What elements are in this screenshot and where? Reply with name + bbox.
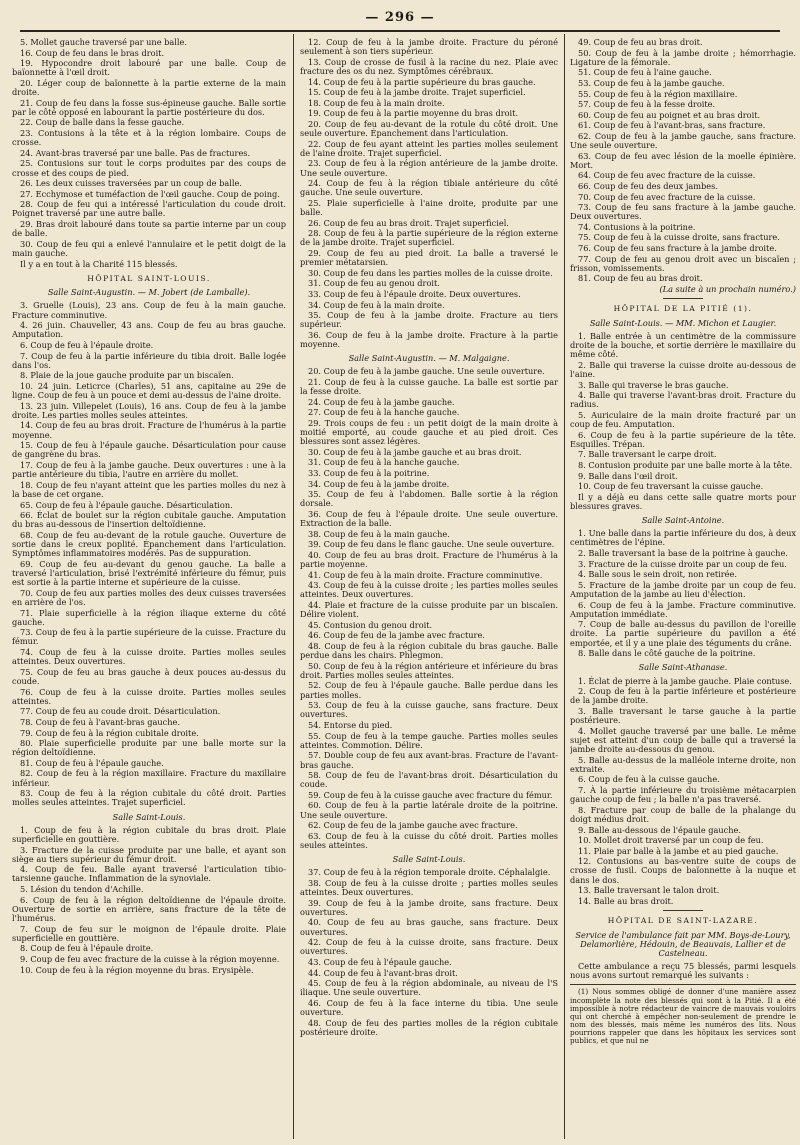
list-item: 35. Coup de feu à l'abdomen. Balle sortie à la région dorsale. <box>300 489 558 509</box>
list-item: 73. Coup de feu à la partie supérieure de la cuisse. Fracture du fémur. <box>12 627 286 647</box>
list-item: 3. Balle traversant le tarse gauche à la partie postérieure. <box>570 705 796 726</box>
list-item: 29. Coup de feu au pied droit. La balle a traversé le premier métatarsien. <box>300 248 558 268</box>
list-item: 9. Coup de feu avec fracture de la cuisse à la région moyenne. <box>20 953 280 964</box>
list-item: 5. Mollet gauche traversé par une balle. <box>20 38 187 47</box>
continuation-note: (La suite à un prochain numéro.) <box>659 283 796 294</box>
list-item: 41. Coup de feu à la main droite. Fracture comminutive. <box>308 569 543 580</box>
list-item: 24. Coup de feu à la jambe gauche. <box>308 396 455 407</box>
column-separator <box>564 34 565 1139</box>
list-item: 5. Fracture de la jambe droite par un coup de feu. Amputation de la jambe au lieu d'élection. <box>570 579 796 599</box>
list-item: 4. 26 juin. Chauveller, 43 ans. Coup de feu au bras gauche. Amputation. <box>12 320 286 340</box>
list-item: 57. Double coup de feu aux avant-bras. Fracture de l'avant-bras gauche. <box>300 750 558 770</box>
list-item: 29. Bras droit labouré dans toute sa partie interne par un coup de balle. <box>12 219 286 239</box>
list-item: 63. Coup de feu à la cuisse du côté droit. Parties molles seules atteintes. <box>300 830 558 850</box>
list-item: 6. Coup de feu à la région deltoïdienne de l'épaule droite. Ouverture de sortie en arrière, sans fracture de la tête de l'humérus. <box>12 894 286 924</box>
list-item: 1. Une balle dans la partie inférieure du dos, à deux centimètres de l'épine. <box>570 528 796 548</box>
list-item: 12. Contusions au bas-ventre suite de coups de crosse de fusil. Coups de baïonnette à la nuque et dans le dos. <box>570 856 796 885</box>
column-1 <box>12 38 286 1139</box>
page-number: — 296 — <box>365 10 435 25</box>
list-item: 31. Coup de feu à la hanche gauche. <box>308 457 460 468</box>
list-item: 9. Balle au-dessous de l'épaule gauche. <box>578 824 741 835</box>
salle-heading: Salle Saint-Antoine. <box>641 515 725 526</box>
hospital-heading: HÔPITAL SAINT-LOUIS. <box>87 273 211 283</box>
list-item: 33. Coup de feu à l'épaule droite. Deux ouvertures. <box>308 288 521 299</box>
list-item: 20. Léger coup de baïonnette à la partie externe de la main droite. <box>12 77 286 98</box>
list-item: 22. Coup de balle dans la fesse gauche. <box>20 117 185 128</box>
list-item: 31. Coup de feu au genou droit. <box>308 278 440 289</box>
list-item: 66. Coup de feu des deux jambes. <box>578 180 718 191</box>
list-item: 76. Coup de feu sans fracture à la jambe droite. <box>578 243 777 253</box>
list-item: 28. Coup de feu qui a intéressé l'articulation du coude droit. Poignet traversé par une autre balle. <box>12 199 286 219</box>
list-item: 4. Mollet gauche traversé par une balle. Le même sujet est atteint d'un coup de balle qui a traversé la jambe droite au-dessous du genou. <box>570 725 796 755</box>
list-item: 5. Balle au-dessus de la malléole interne droite, non extraite. <box>570 754 796 774</box>
list-item: 30. Coup de feu à la jambe gauche et au bras droit. <box>308 446 522 457</box>
list-item: 38. Coup de feu à la main gauche. <box>308 528 450 539</box>
list-item: 30. Coup de feu dans les parties molles de la cuisse droite. <box>308 267 553 278</box>
list-item: 18. Coup de feu à la main droite. <box>308 97 445 108</box>
list-item: 42. Coup de feu à la cuisse droite, sans fracture. Deux ouvertures. <box>300 937 558 957</box>
list-item: 62. Coup de feu de la jambe gauche avec fracture. <box>308 820 518 831</box>
list-item: 81. Coup de feu à l'épaule gauche. <box>20 757 164 768</box>
list-item: 81. Coup de feu au bras droit. <box>578 273 703 284</box>
list-item: 8. Coup de feu à l'épaule droite. <box>20 943 154 954</box>
list-item: 45. Contusion du genou droit. <box>308 619 433 630</box>
list-item: 25. Plaie superficielle à l'aine droite, produite par une balle. <box>300 197 558 218</box>
list-item: 73. Coup de feu sans fracture à la jambe gauche. Deux ouvertures. <box>570 202 796 222</box>
column-2 <box>300 38 558 1139</box>
list-item: 30. Coup de feu qui a enlevé l'annulaire et le petit doigt de la main gauche. <box>12 238 286 259</box>
list-item: 35. Coup de feu à la jambe droite. Fracture au tiers supérieur. <box>300 310 558 330</box>
salle-heading: Salle Saint-Augustin. — M. Malgaigne. <box>348 353 510 364</box>
list-item: 36. Coup de feu à la jambe droite. Fracture à la partie moyenne. <box>300 329 558 350</box>
list-item: 13. Balle traversant le talon droit. <box>578 885 720 896</box>
list-item: 83. Coup de feu à la région cubitale du côté droit. Parties molles seules atteintes. Trajet superficiel. <box>12 788 286 808</box>
list-item: 25. Contusions sur tout le corps produites par des coups de crosse et des coups de pied. <box>12 158 286 178</box>
list-item: 10. Mollet droit traversé par un coup de feu. <box>578 835 764 846</box>
list-item: 24. Avant-bras traversé par une balle. Pas de fractures. <box>20 147 251 158</box>
list-item: 14. Coup de feu au bras droit. Fracture de l'humérus à la partie moyenne. <box>12 420 286 440</box>
hospital-heading: HÔPITAL DE LA PITIÉ (1). <box>613 304 753 314</box>
list-item: 33. Coup de feu à la poitrine. <box>308 468 430 479</box>
list-item: 23. Contusions à la tête et à la région lombaire. Coups de crosse. <box>12 128 286 148</box>
list-item: 4. Balle qui traverse l'avant-bras droit. Fracture du radius. <box>570 390 796 410</box>
list-item: 7. Coup de balle au-dessus du pavillon de l'oreille droite. La partie supérieure du pavillon a été emportée, et il y a une plaie des téguments du crâne. <box>570 619 796 648</box>
list-item: 4. Coup de feu. Balle ayant traversé l'articulation tibio-tarsienne gauche. Inflammation de la synoviale. <box>12 864 286 884</box>
list-item: 52. Coup de feu à l'épaule gauche. Balle perdue dans les parties molles. <box>300 680 558 700</box>
list-item: 74. Coup de feu à la cuisse droite. Parties molles seules atteintes. Deux ouvertures. <box>12 647 286 667</box>
list-item: 19. Coup de feu à la partie moyenne du bras droit. <box>308 108 519 119</box>
list-item: 8. Balle dans le côté gauche de la poitrine. <box>578 648 756 659</box>
list-item: 3. Fracture de la cuisse droite par un coup de feu. <box>578 558 787 569</box>
list-item: 70. Coup de feu avec fracture de la cuisse. <box>578 191 756 202</box>
list-item: 12. Coup de feu à la jambe droite. Fracture du péroné seulement à son tiers supérieur. <box>300 38 558 57</box>
list-item: 79. Coup de feu à la région cubitale droite. <box>20 727 199 738</box>
list-item: 22. Coup de feu ayant atteint les parties molles seulement de l'aine droite. Trajet superficiel. <box>300 138 558 158</box>
list-item: 6. Coup de feu à l'épaule droite. <box>20 340 154 350</box>
list-item: 20. Coup de feu à la jambe gauche. Une seule ouverture. <box>308 366 545 377</box>
list-item: 76. Coup de feu à la cuisse droite. Parties molles seules atteintes. <box>12 686 286 706</box>
list-item: 19. Hypocondre droit labouré par une balle. Coup de baïonnette à l'œil droit. <box>12 58 286 78</box>
list-item: 59. Coup de feu à la cuisse gauche avec fracture du fémur. <box>308 789 553 800</box>
list-item: 57. Coup de feu à la fesse droite. <box>578 99 716 110</box>
list-item: 7. À la partie inférieure du troisième métacarpien gauche coup de feu ; la balle n'a pas traversé. <box>570 785 796 805</box>
salle-heading: Salle Saint-Louis. <box>112 811 186 822</box>
column-3 <box>570 38 796 1139</box>
list-item: 10. Coup de feu à la région moyenne du bras. Erysipèle. <box>20 964 254 975</box>
list-item: 39. Coup de feu dans le flanc gauche. Une seule ouverture. <box>308 539 555 550</box>
list-item: 1. Coup de feu à la région cubitale du bras droit. Plaie superficielle en gouttière. <box>12 824 286 844</box>
list-item: 2. Balle qui traverse la cuisse droite au-dessous de l'aine. <box>570 359 796 379</box>
list-item: 9. Balle dans l'œil droit. <box>578 470 678 481</box>
list-item: 21. Coup de feu à la cuisse gauche. La balle est sortie par la fesse droite. <box>300 377 558 397</box>
list-item: 34. Coup de feu à la jambe droite. <box>308 478 450 489</box>
list-item: 77. Coup de feu au coude droit. Désarticulation. <box>20 706 221 717</box>
list-item: 8. Plaie de la joue gauche produite par un biscaïen. <box>20 370 234 381</box>
list-item: 8. Fracture par coup de balle de la phalange du doigt médius droit. <box>570 804 796 824</box>
list-item: 14. Balle au bras droit. <box>578 895 674 906</box>
list-item: 27. Coup de feu à la hanche gauche. <box>308 407 460 418</box>
list-item: 75. Coup de feu au bras gauche à deux pouces au-dessus du coude. <box>12 666 286 687</box>
list-item: 3. Balle qui traverse le bras gauche. <box>578 379 729 390</box>
list-item: 36. Coup de feu à l'épaule droite. Une seule ouverture. Extraction de la balle. <box>300 508 558 529</box>
list-item: 44. Coup de feu à l'avant-bras droit. <box>308 967 458 978</box>
list-item: Cette ambulance a reçu 75 blessés, parmi lesquels nous avons surtout remarqué les suivants : <box>570 961 796 981</box>
list-item: 23. Coup de feu à la région antérieure de la jambe droite. Une seule ouverture. <box>300 158 558 178</box>
list-item: 53. Coup de feu à la jambe gauche. <box>578 77 725 88</box>
list-item: 13. Coup de crosse de fusil à la racine du nez. Plaie avec fracture des os du nez. Symptômes cérébraux. <box>300 56 558 76</box>
list-item: 43. Coup de feu à l'épaule gauche. <box>308 956 452 967</box>
columns <box>10 34 796 1139</box>
list-item: 27. Ecchymose et tuméfaction de l'œil gauche. Coup de poing. <box>20 188 280 199</box>
salle-heading: Service de l'ambulance fait par MM. Boys-de-Loury, Delamorlière, Hédouin, de Beauvais, Lallier et de Castelneau. <box>575 929 791 958</box>
list-item: 28. Coup de feu à la partie supérieure de la région externe de la jambe droite. Trajet superficiel. <box>300 228 558 248</box>
list-item: 6. Coup de feu à la jambe. Fracture comminutive. Amputation immédiate. <box>570 599 796 619</box>
list-item: 38. Coup de feu à la cuisse droite ; parties molles seules atteintes. Deux ouvertures. <box>300 877 558 898</box>
list-item: 48. Coup de feu à la région cubitale du bras gauche. Balle perdue dans les chairs. Phlegmon. <box>300 640 558 661</box>
list-item: 66. Éclat de boulet sur la région cubitale gauche. Amputation du bras au-dessous de l'insertion deltoïdienne. <box>12 510 286 530</box>
list-item: 6. Coup de feu à la partie supérieure de la tête. Esquilles. Trépan. <box>570 429 796 449</box>
list-item: 53. Coup de feu à la cuisse gauche, sans fracture. Deux ouvertures. <box>300 700 558 720</box>
list-item: 55. Coup de feu à la tempe gauche. Parties molles seules atteintes. Commotion. Délire. <box>300 730 558 750</box>
page-header <box>10 0 790 34</box>
list-item: 13. 23 juin. Villepelet (Louis), 16 ans. Coup de feu à la jambe droite. Les parties molles seules atteintes. <box>12 400 286 420</box>
list-item: 51. Coup de feu à l'aine gauche. <box>578 67 712 78</box>
list-item: 29. Trois coups de feu : un petit doigt de la main droite à moitié emporté, au coude gauche et au pied droit. Ces blessures sont assez légères. <box>300 417 558 447</box>
list-item: 58. Coup de feu de l'avant-bras droit. Désarticulation du coude. <box>300 770 558 790</box>
list-item: 24. Coup de feu à la région tibiale antérieure du côté gauche. Une seule ouverture. <box>300 178 558 198</box>
list-item: 43. Coup de feu à la cuisse droite ; les parties molles seules atteintes. Deux ouvertures. <box>300 580 558 600</box>
list-item: 68. Coup de feu au-devant de la rotule gauche. Ouverture de sortie dans le creux poplité. Épanchement dans l'articulation. Symptômes inflammatoires modérés. Pas de suppuration. <box>12 529 286 559</box>
list-item: 15. Coup de feu à la jambe droite. Trajet superficiel. <box>308 87 526 98</box>
list-item: 65. Coup de feu à l'épaule gauche. Désarticulation. <box>20 499 233 510</box>
list-item: 77. Coup de feu au genou droit avec un biscaïen ; frisson, vomissements. <box>570 253 796 273</box>
list-item: 50. Coup de feu à la jambe droite ; hémorrhagie. Ligature de la fémorale. <box>570 47 796 67</box>
list-item: 1. Éclat de pierre à la jambe gauche. Plaie contuse. <box>578 675 792 686</box>
list-item: 78. Coup de feu à l'avant-bras gauche. <box>20 716 180 727</box>
list-item: 82. Coup de feu à la région maxillaire. Fracture du maxillaire inférieur. <box>12 768 286 788</box>
list-item: 1. Balle entrée à un centimètre de la commissure droite de la bouche, et sortie derrière le maxillaire du même côté. <box>570 330 796 360</box>
list-item: 48. Coup de feu des parties molles de la région cubitale postérieure droite. <box>300 1017 558 1037</box>
list-item: 5. Auriculaire de la main droite fracturé par un coup de feu. Amputation. <box>570 409 796 430</box>
list-item: 49. Coup de feu au bras droit. <box>578 38 703 47</box>
list-item: 46. Coup de feu à la face interne du tibia. Une seule ouverture. <box>300 997 558 1018</box>
list-item: 17. Coup de feu à la jambe gauche. Deux ouvertures : une à la partie antérieure du tibia, l'autre en arrière du mollet. <box>12 459 286 480</box>
list-item: 10. Coup de feu traversant la cuisse gauche. <box>578 481 764 492</box>
list-item: Il y a en tout à la Charité 115 blessés. <box>20 258 178 269</box>
list-item: 39. Coup de feu à la jambe droite, sans fracture. Deux ouvertures. <box>300 897 558 917</box>
list-item: 46. Coup de feu de la jambe avec fracture. <box>308 630 485 641</box>
salle-heading: Salle Saint-Louis. — MM. Michon et Laugier. <box>589 317 777 328</box>
list-item: 10. 24 juin. Leticrce (Charles), 51 ans, capitaine au 29e de ligne. Coup de feu à un pouce et demi au-dessus de l'aine droite. <box>12 380 286 401</box>
section-rule <box>663 910 703 911</box>
list-item: 26. Les deux cuisses traversées par un coup de balle. <box>20 178 242 189</box>
list-item: 4. Balle sous le sein droit, non retirée. <box>578 569 737 580</box>
list-item: 40. Coup de feu au bras gauche, sans fracture. Deux ouvertures. <box>300 917 558 937</box>
list-item: 60. Coup de feu à la partie latérale droite de la poitrine. Une seule ouverture. <box>300 800 558 820</box>
list-item: 7. Coup de feu à la partie inférieure du tibia droit. Balle logée dans l'os. <box>12 350 286 370</box>
header-rule <box>20 30 780 32</box>
list-item: 5. Lésion du tendon d'Achille. <box>20 884 144 895</box>
list-item: 2. Coup de feu à la partie inférieure et postérieure de la jambe droite. <box>570 686 796 706</box>
list-item: 21. Coup de feu dans la fosse sus-épineuse gauche. Balle sortie par le côté opposé en labourant la partie postérieure du dos. <box>12 97 286 117</box>
list-item: 63. Coup de feu avec lésion de la moelle épinière. Mort. <box>570 150 796 170</box>
list-item: 61. Coup de feu à l'avant-bras, sans fracture. <box>578 120 766 131</box>
list-item: 34. Coup de feu à la main droite. <box>308 299 445 310</box>
list-item: 16. Coup de feu dans le bras droit. <box>20 47 165 58</box>
list-item: 7. Coup de feu sur le moignon de l'épaule droite. Plaie superficielle en gouttière. <box>12 923 286 943</box>
list-item: 8. Contusion produite par une balle morte à la tête. <box>578 459 793 470</box>
list-item: 64. Coup de feu avec fracture de la cuisse. <box>578 170 756 181</box>
footnote: (1) Nous sommes obligé de donner d'une manière assez incomplète la note des blessés qui sont à la Pitié. Il a été impossible à notre rédacteur de vaincre de mauvais vouloirs qui ont cherché à empêcher non-seulement de prendre le nom des blessés, mais même les numéros des lits. Nous pourrions rappeler que dans les hôpitaux les services sont publics, et que nul ne <box>570 984 796 1044</box>
list-item: 14. Coup de feu à la partie supérieure du bras gauche. <box>308 76 536 87</box>
list-item: 74. Contusions à la poitrine. <box>578 221 696 232</box>
hospital-heading: HÔPITAL DE SAINT-LAZARE. <box>607 916 759 926</box>
list-item: 50. Coup de feu à la région antérieure et inférieure du bras droit. Parties molles seules atteintes. <box>300 660 558 680</box>
list-item: 80. Plaie superficielle produite par une balle morte sur la région deltoïdienne. <box>12 738 286 758</box>
list-item: 71. Plaie superficielle à la région iliaque externe du côté gauche. <box>12 607 286 627</box>
list-item: 69. Coup de feu au-devant du genou gauche. La balle a traversé l'articulation, brisé l'extrémité inférieure du fémur, puis est sortie à la partie interne et supérieure de la cuisse. <box>12 558 286 588</box>
column-separator <box>293 34 294 1139</box>
list-item: 18. Coup de feu n'ayant atteint que les parties molles du nez à la base de cet organe. <box>12 479 286 499</box>
list-item: 3. Fracture de la cuisse produite par une balle, et ayant son siège au tiers supérieur du fémur droit. <box>12 844 286 864</box>
list-item: 60. Coup de feu au poignet et au bras droit. <box>578 109 761 120</box>
salle-heading: Salle Saint-Louis. <box>392 854 466 865</box>
list-item: 40. Coup de feu au bras droit. Fracture de l'humérus à la partie moyenne. <box>300 549 558 570</box>
list-item: 62. Coup de feu à la jambe gauche, sans fracture. Une seule ouverture. <box>570 130 796 150</box>
list-item: 20. Coup de feu au-devant de la rotule du côté droit. Une seule ouverture. Épanchement dans l'articulation. <box>300 118 558 139</box>
list-item: 44. Plaie et fracture de la cuisse produite par un biscaïen. Délire violent. <box>300 599 558 620</box>
list-item: 75. Coup de feu à la cuisse droite, sans fracture. <box>578 232 780 243</box>
list-item: 15. Coup de feu à l'épaule gauche. Désarticulation pour cause de gangrène du bras. <box>12 440 286 460</box>
list-item: 6. Coup de feu à la cuisse gauche. <box>578 774 720 785</box>
list-item: 2. Balle traversant la base de la poitrine à gauche. <box>578 548 788 559</box>
section-rule <box>663 298 703 299</box>
list-item: Il y a déjà eu dans cette salle quatre morts pour blessures graves. <box>570 491 796 511</box>
list-item: 37. Coup de feu à la région temporale droite. Céphalalgie. <box>308 867 551 878</box>
salle-heading: Salle Saint-Augustin. — M. Jobert (de Lamballe). <box>47 287 251 298</box>
list-item: 7. Balle traversant le carpe droit. <box>578 449 717 460</box>
salle-heading: Salle Saint-Athanase. <box>638 662 728 673</box>
list-item: 3. Gruelle (Louis), 23 ans. Coup de feu à la main gauche. Fracture comminutive. <box>12 300 286 320</box>
list-item: 55. Coup de feu à la région maxillaire. <box>578 88 738 99</box>
list-item: 70. Coup de feu aux parties molles des deux cuisses traversées en arrière de l'os. <box>12 587 286 607</box>
list-item: 54. Entorse du pied. <box>308 719 393 730</box>
list-item: 11. Plaie par balle à la jambe et au pied gauche. <box>578 845 779 856</box>
list-item: 26. Coup de feu au bras droit. Trajet superficiel. <box>308 217 509 228</box>
list-item: 45. Coup de feu à la région abdominale, au niveau de l'S iliaque. Une seule ouverture. <box>300 978 558 998</box>
